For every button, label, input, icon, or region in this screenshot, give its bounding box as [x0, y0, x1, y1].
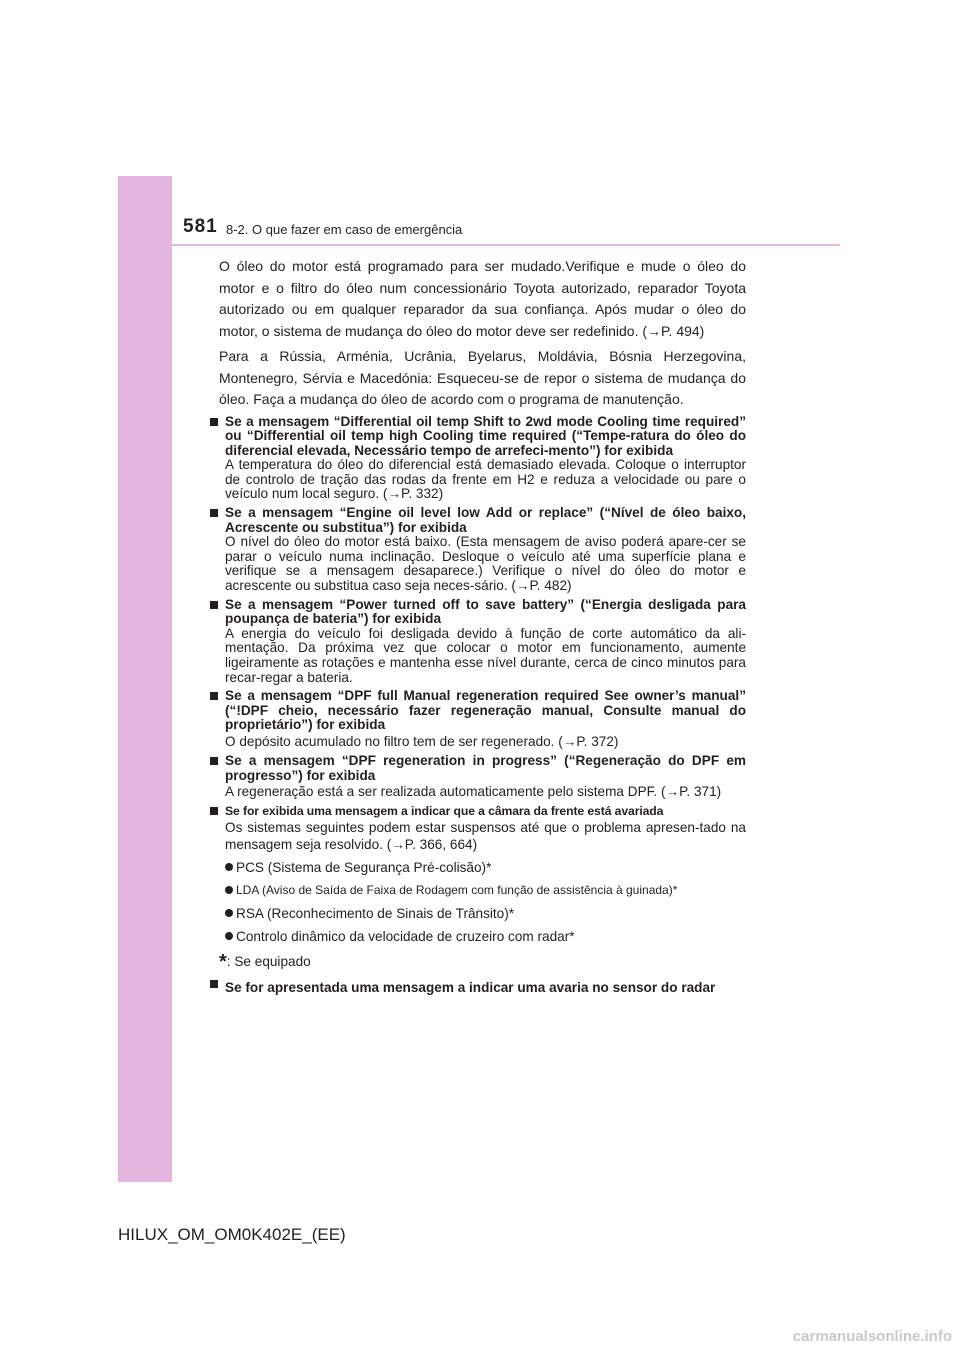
- message-body: O nível do óleo do motor está baixo. (Esta mensagem de aviso poderá apare-cer se parar o veículo numa inclinação. Desloque o veículo até uma superfície plana e verifique se a mensagem desaparece.) Verifique o nível do óleo do motor e acrescente ou substitua caso seja neces-sário. (→P. 482): [225, 534, 746, 594]
- square-bullet-icon: [210, 692, 218, 700]
- message-body: Os sistemas seguintes podem estar suspensos até que o problema apresen-tado na mensagem seja resolvido. (→P. 366, 664): [225, 819, 746, 852]
- list-item: [208, 905, 746, 922]
- message-heading-text: Se for exibida uma mensagem a indicar que a câmara da frente está avariada: [225, 804, 664, 819]
- message-item-differential: [208, 415, 746, 503]
- message-heading: [208, 598, 746, 627]
- list-item: [208, 882, 746, 899]
- message-heading: [208, 689, 746, 733]
- footnote-text: : Se equipado: [226, 953, 311, 969]
- square-bullet-icon: [210, 509, 218, 517]
- round-bullet-icon: [225, 932, 233, 940]
- square-bullet-icon: [210, 807, 218, 815]
- page-number: 581: [183, 216, 218, 237]
- message-body: O depósito acumulado no filtro tem de ser regenerado. (→P. 372): [225, 733, 619, 749]
- message-heading-radar: [208, 977, 746, 998]
- round-bullet-icon: [225, 886, 233, 894]
- list-item: [208, 928, 746, 945]
- section-title: 8-2. O que fazer em caso de emergência: [226, 222, 463, 237]
- list-item: [208, 859, 746, 876]
- round-bullet-icon: [225, 909, 233, 917]
- list-item-text: LDA (Aviso de Saída de Faixa de Rodagem com função de assistência à guinada)*: [236, 882, 678, 897]
- message-heading: [208, 804, 746, 819]
- message-body: A regeneração está a ser realizada automaticamente pelo sistema DPF. (→P. 371): [225, 784, 722, 800]
- square-bullet-icon: [210, 757, 218, 765]
- square-bullet-icon: [210, 601, 218, 609]
- message-heading-text: Se a mensagem “Engine oil level low Add or replace” (“Nível de óleo baixo, Acrescente ou substitua”) for exibida: [225, 505, 746, 535]
- square-bullet-icon: [210, 980, 218, 988]
- intro-paragraph-2: Para a Rússia, Arménia, Ucrânia, Byelarus, Moldávia, Bósnia Herzegovina, Montenegro, Sérvia e Macedónia: Esqueceu-se de repor o sistema de mudança do óleo. Faça a mudança do óleo de acordo com o programa de manutenção.: [219, 348, 746, 407]
- message-item-front-camera: [208, 804, 746, 853]
- message-item-engine-oil: [208, 506, 746, 594]
- message-heading-text: Se a mensagem “DPF regeneration in progress” (“Regeneração do DPF em progresso”) for exibida: [225, 752, 746, 783]
- square-bullet-icon: [210, 418, 218, 426]
- list-item-text: Controlo dinâmico da velocidade de cruzeiro com radar*: [236, 928, 575, 944]
- message-heading: [208, 754, 746, 783]
- message-item-dpf-regeneration: [208, 754, 746, 800]
- intro-paragraph-1: O óleo do motor está programado para ser mudado.Verifique e mude o óleo do motor e o filtro do óleo num concessionário Toyota autorizado, reparador Toyota autorizado ou em qualquer reparador da sua confiança. Após mudar o óleo do motor, o sistema de mudança do óleo do motor deve ser redefinido. (→P. 494): [219, 258, 746, 339]
- message-heading: [208, 415, 746, 459]
- message-item-power-off: [208, 598, 746, 686]
- list-item-text: RSA (Reconhecimento de Sinais de Trânsito)*: [236, 905, 515, 921]
- message-body: A energia do veículo foi desligada devido à função de corte automático da ali-mentação. Da próxima vez que colocar o motor em funcionamento, aumente ligeiramente as rotações e mantenha esse nível durante, cerca de cinco minutos para recar-regar a bateria.: [225, 625, 746, 685]
- document-code: HILUX_OM_OM0K402E_(EE): [118, 1225, 346, 1244]
- message-heading: [208, 506, 746, 535]
- watermark: carmanualsonline.info: [792, 1328, 952, 1345]
- message-body: A temperatura do óleo do diferencial está demasiado elevada. Coloque o interruptor de controlo de tração das rodas da frente em H2 e reduza a velocidade ou pare o veículo num local seguro. (→P. 332): [225, 457, 746, 502]
- footnote: [208, 950, 746, 973]
- message-item-dpf-full: [208, 689, 746, 750]
- message-heading-text: Se a mensagem “Differential oil temp Shift to 2wd mode Cooling time required” ou “Differential oil temp high Cooling time required (“Tempe-ratura do óleo do diferencial elevada, Necessário tempo de arrefeci-mento”) for exibida: [225, 413, 746, 458]
- message-heading-text: Se a mensagem “Power turned off to save battery” (“Energia desligada para poupança de bateria”) for exibida: [225, 596, 746, 627]
- page-content: [208, 256, 746, 998]
- header-rule: [172, 244, 840, 246]
- message-heading-text: Se a mensagem “DPF full Manual regeneration required See owner’s manual” (“!DPF cheio, necessário fazer regeneração manual, Consulte manual do proprietário”) for exibida: [225, 688, 746, 733]
- list-item-text: PCS (Sistema de Segurança Pré-colisão)*: [236, 859, 492, 875]
- message-heading-text: Se for apresentada uma mensagem a indicar uma avaria no sensor do radar: [225, 979, 716, 995]
- round-bullet-icon: [225, 863, 233, 871]
- side-tab: [118, 176, 172, 1182]
- footnote-symbol: *: [219, 950, 227, 973]
